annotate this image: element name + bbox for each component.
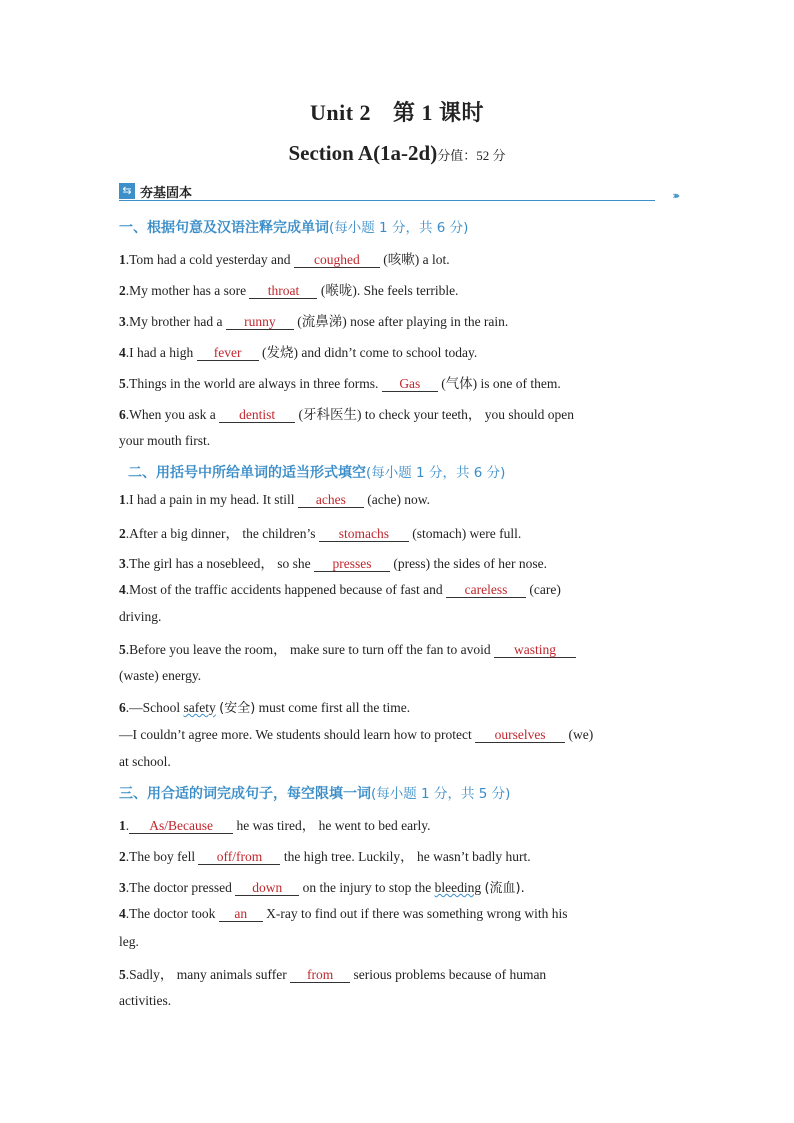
section-label: Section A(1a-2d) bbox=[288, 141, 438, 165]
question-text: (流鼻涕) nose after playing in the rain. bbox=[297, 314, 509, 329]
question-2-4-continued bbox=[119, 609, 679, 625]
question-text: (喉咙). She feels terrible. bbox=[320, 283, 459, 298]
question-text: on the injury to stop the bbox=[302, 880, 432, 895]
answer-blank[interactable]: wasting bbox=[494, 643, 576, 658]
question-text: (ache) now. bbox=[367, 492, 431, 507]
question-text: Tom had a cold yesterday and bbox=[129, 252, 291, 267]
question-2-3: 3.The girl has a nosebleed， so she presses (press) the sides of her nose. bbox=[119, 556, 548, 571]
question-text: Sadly， many animals suffer bbox=[129, 967, 287, 982]
question-number: 6 bbox=[119, 407, 126, 422]
question-text: (咳嗽) a lot. bbox=[383, 252, 450, 267]
question-text: must come first all the time. bbox=[258, 700, 411, 715]
question-3-2: 2.The boy fell off/from the high tree. Luckily， he wasn’t badly hurt. bbox=[119, 849, 531, 864]
question-number: 3 bbox=[119, 880, 126, 895]
question-3-5-continued bbox=[119, 993, 679, 1009]
section-heading-text: 一、根据句意及汉语注释完成单词 bbox=[119, 220, 329, 236]
question-1-6-continued bbox=[119, 433, 679, 449]
question-3-1: 1. As/Because he was tired， he went to bed early. bbox=[119, 818, 431, 833]
question-1-5: 5.Things in the world are always in three forms. Gas (气体) is one of them. bbox=[119, 376, 561, 391]
question-1-3: 3.My brother had a runny (流鼻涕) nose after playing in the rain. bbox=[119, 314, 509, 329]
question-text: (we) bbox=[568, 727, 594, 742]
section-heading-text: 二、用括号中所给单词的适当形式填空 bbox=[128, 465, 366, 481]
banner-divider bbox=[119, 200, 655, 201]
answer-blank[interactable]: Gas bbox=[382, 377, 438, 392]
question-1-6: 6.When you ask a dentist (牙科医生) to check your teeth， you should open bbox=[119, 407, 575, 422]
question-number: 3 bbox=[119, 556, 126, 571]
question-number: 5 bbox=[119, 642, 126, 657]
question-2-5-continued bbox=[119, 668, 679, 684]
section-title bbox=[0, 141, 794, 166]
question-number: 5 bbox=[119, 967, 126, 982]
question-text: driving. bbox=[119, 609, 162, 624]
question-text: X-ray to find out if there was something wrong with his bbox=[266, 906, 568, 921]
answer-blank[interactable]: ourselves bbox=[475, 728, 565, 743]
key-word: safety bbox=[183, 700, 216, 715]
question-text: the high tree. Luckily， he wasn’t badly hurt. bbox=[283, 849, 531, 864]
question-text: (care) bbox=[529, 582, 561, 597]
question-text: serious problems because of human bbox=[353, 967, 547, 982]
answer-blank[interactable]: coughed bbox=[294, 253, 380, 268]
question-2-6: 6.—School safety (安全) must come first all the time. bbox=[119, 700, 411, 716]
answer-blank[interactable]: dentist bbox=[219, 408, 295, 423]
question-text: (press) the sides of her nose. bbox=[393, 556, 548, 571]
question-number: 5 bbox=[119, 376, 126, 391]
question-text: The girl has a nosebleed， so she bbox=[129, 556, 311, 571]
question-text: leg. bbox=[119, 934, 139, 949]
question-text: I had a pain in my head. It still bbox=[129, 492, 295, 507]
answer-blank[interactable]: from bbox=[290, 968, 350, 983]
question-text: —School bbox=[129, 700, 181, 715]
question-text: activities. bbox=[119, 993, 172, 1008]
question-2-2: 2.After a big dinner， the children’s stomachs (stomach) were full. bbox=[119, 526, 522, 541]
question-text: he was tired， he went to bed early. bbox=[236, 818, 431, 833]
answer-blank[interactable]: stomachs bbox=[319, 527, 409, 542]
question-number: 6 bbox=[119, 700, 126, 715]
question-3-4: 4.The doctor took an X-ray to find out if there was something wrong with his bbox=[119, 906, 568, 921]
question-text: Before you leave the room， make sure to turn off the fan to avoid bbox=[129, 642, 491, 657]
question-text: The doctor pressed bbox=[129, 880, 232, 895]
question-text: When you ask a bbox=[129, 407, 216, 422]
question-number: 2 bbox=[119, 849, 126, 864]
section-heading-text: 三、用合适的词完成句子，每空限填一词 bbox=[119, 786, 371, 802]
section-heading-2 bbox=[128, 461, 505, 482]
question-text: After a big dinner， the children’s bbox=[129, 526, 316, 541]
page-title bbox=[0, 96, 794, 127]
question-3-5: 5.Sadly， many animals suffer from serious problems because of human bbox=[119, 967, 547, 982]
question-2-5: 5.Before you leave the room， make sure to turn off the fan to avoid wasting bbox=[119, 638, 679, 658]
question-number: 4 bbox=[119, 906, 126, 921]
answer-blank[interactable]: As/Because bbox=[129, 819, 233, 834]
question-3-4-continued bbox=[119, 934, 679, 950]
question-3-3: 3.The doctor pressed down on the injury to stop the bleeding (流血). bbox=[119, 880, 525, 896]
question-text: (stomach) were full. bbox=[412, 526, 522, 541]
answer-blank[interactable]: presses bbox=[314, 557, 390, 572]
question-text: My mother has a sore bbox=[129, 283, 247, 298]
question-number: 4 bbox=[119, 582, 126, 597]
answer-blank[interactable]: throat bbox=[249, 284, 317, 299]
chinese-gloss: (流血). bbox=[484, 881, 525, 896]
unit-label: Unit 2 bbox=[309, 100, 372, 125]
section-heading-note: (每小题 1 分，共 6 分) bbox=[366, 465, 506, 481]
question-1-2: 2.My mother has a sore throat (喉咙). She feels terrible. bbox=[119, 283, 459, 298]
question-1-1: 1.Tom had a cold yesterday and coughed (咳嗽) a lot. bbox=[119, 252, 450, 267]
question-text: (waste) energy. bbox=[119, 668, 202, 683]
question-number: 4 bbox=[119, 345, 126, 360]
answer-blank[interactable]: runny bbox=[226, 315, 294, 330]
answer-blank[interactable]: careless bbox=[446, 583, 526, 598]
question-2-6-continued bbox=[119, 754, 679, 770]
question-text: My brother had a bbox=[129, 314, 223, 329]
section-banner bbox=[119, 181, 677, 203]
answer-blank[interactable]: aches bbox=[298, 493, 364, 508]
question-text: at school. bbox=[119, 754, 171, 769]
banner-label: 夯基固本 bbox=[140, 186, 193, 201]
question-number: 2 bbox=[119, 526, 126, 541]
question-number: 1 bbox=[119, 818, 126, 833]
question-text: Things in the world are always in three forms. bbox=[129, 376, 379, 391]
section-heading-note: (每小题 1 分，共 5 分) bbox=[371, 786, 511, 802]
question-text: Most of the traffic accidents happened because of fast and bbox=[129, 582, 443, 597]
question-text: your mouth first. bbox=[119, 433, 211, 448]
question-text: (发烧) and didn’t come to school today. bbox=[261, 345, 478, 360]
question-text: (牙科医生) to check your teeth， you should open bbox=[298, 407, 575, 422]
chinese-gloss: (安全) bbox=[219, 701, 256, 716]
section-heading-1 bbox=[119, 216, 468, 237]
question-text: (气体) is one of them. bbox=[441, 376, 561, 391]
question-text: The doctor took bbox=[129, 906, 216, 921]
score-label: 分值：52 分 bbox=[437, 148, 506, 163]
section-heading-3 bbox=[119, 782, 510, 803]
answer-blank[interactable]: down bbox=[235, 881, 299, 896]
question-text: The boy fell bbox=[129, 849, 196, 864]
question-number: 1 bbox=[119, 492, 126, 507]
section-heading-note: (每小题 1 分，共 6 分) bbox=[329, 220, 469, 236]
lesson-label: 第 1 课时 bbox=[393, 100, 485, 125]
question-number: 3 bbox=[119, 314, 126, 329]
question-number: 2 bbox=[119, 283, 126, 298]
answer-blank[interactable]: fever bbox=[197, 346, 259, 361]
question-number: 1 bbox=[119, 252, 126, 267]
question-text: I had a high bbox=[129, 345, 194, 360]
double-arrow-icon: ⇆ bbox=[119, 183, 135, 199]
question-2-4: 4.Most of the traffic accidents happened because of fast and careless (care) bbox=[119, 582, 561, 597]
question-2-1: 1.I had a pain in my head. It still aches (ache) now. bbox=[119, 492, 431, 507]
chevron-right-icon: ››› bbox=[672, 189, 677, 202]
answer-blank[interactable]: off/from bbox=[198, 850, 280, 865]
question-2-6-reply bbox=[119, 727, 679, 743]
question-1-4: 4.I had a high fever (发烧) and didn’t come to school today. bbox=[119, 345, 478, 360]
question-text: —I couldn’t agree more. We students should learn how to protect bbox=[119, 727, 472, 742]
answer-blank[interactable]: an bbox=[219, 907, 263, 922]
key-word: bleeding bbox=[434, 880, 482, 895]
